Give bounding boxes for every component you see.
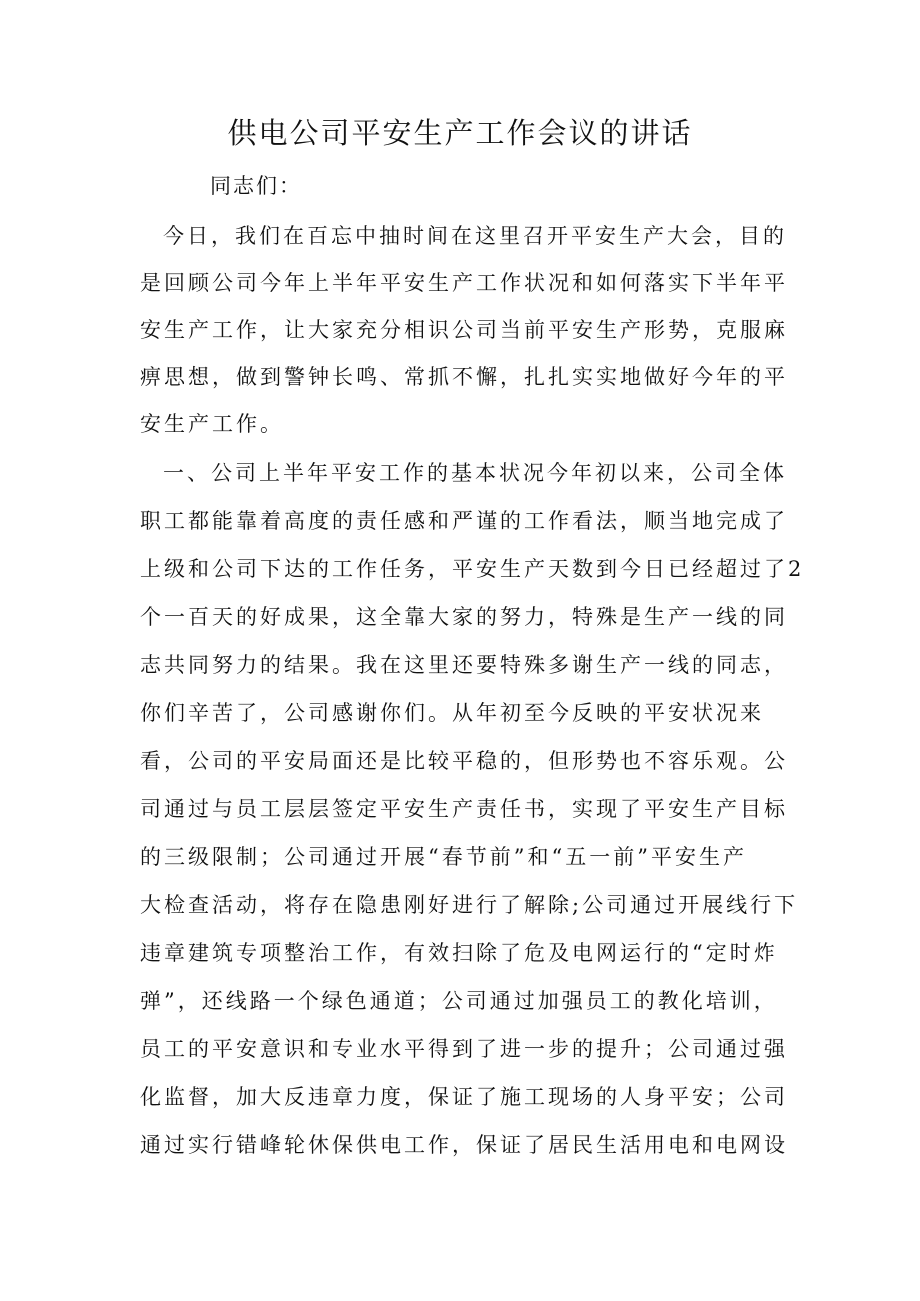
paragraph-line: 今日，我们在百忘中抽时间在这里召开平安生产大会，目的 <box>163 224 787 248</box>
paragraph-line: 痹思想，做到警钟长鸣、常抓不懈，扎扎实实地做好今年的平 <box>140 365 788 389</box>
paragraph-line: 个一百天的好成果，这全靠大家的努力，特殊是生产一线的同 <box>140 605 788 629</box>
paragraph-line: 职工都能靠着高度的责任感和严谨的工作看法，顺当地完成了 <box>140 509 788 533</box>
salutation: 同志们： <box>210 174 302 198</box>
paragraph-line: 你们辛苦了，公司感谢你们。从年初至今反映的平安状况来 <box>140 701 764 725</box>
paragraph-line: 违章建筑专项整治工作，有效扫除了危及电网运行的“定时炸 <box>140 941 778 965</box>
document-title: 供电公司平安生产工作会议的讲话 <box>227 116 693 150</box>
paragraph-line: 上级和公司下达的工作任务，平安生产天数到今日已经超过了2 <box>140 557 805 581</box>
paragraph-line: 是回顾公司今年上半年平安生产工作状况和如何落实下半年平 <box>140 271 788 295</box>
paragraph-line: 弹”，还线路一个绿色通道；公司通过加强员工的教化培训， <box>140 989 778 1013</box>
paragraph-line: 志共同努力的结果。我在这里还要特殊多谢生产一线的同志， <box>140 653 788 677</box>
paragraph-line: 的三级限制；公司通过开展“春节前”和“五一前”平安生产 <box>140 845 747 869</box>
paragraph-line: 化监督，加大反违章力度，保证了施工现场的人身平安；公司 <box>140 1085 788 1109</box>
paragraph-line: 一、公司上半年平安工作的基本状况今年初以来，公司全体 <box>163 461 787 485</box>
paragraph-line: 看，公司的平安局面还是比较平稳的，但形势也不容乐观。公 <box>140 749 788 773</box>
paragraph-line: 司通过与员工层层签定平安生产责任书，实现了平安生产目标 <box>140 797 788 821</box>
paragraph-line: 安生产工作，让大家充分相识公司当前平安生产形势，克服麻 <box>140 318 788 342</box>
paragraph-line: 安生产工作。 <box>140 412 284 436</box>
paragraph-line: 通过实行错峰轮休保供电工作，保证了居民生活用电和电网设 <box>140 1133 788 1157</box>
paragraph-line: 大检查活动，将存在隐患刚好进行了解除;公司通过开展线行下 <box>140 893 799 917</box>
paragraph-line: 员工的平安意识和专业水平得到了进一步的提升；公司通过强 <box>140 1037 788 1061</box>
